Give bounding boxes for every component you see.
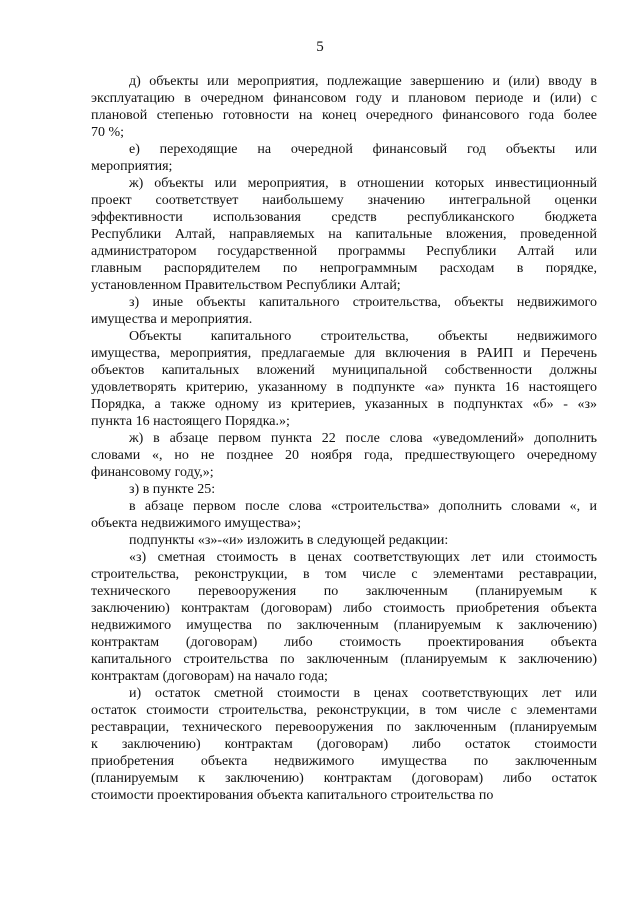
text-line: имущества и мероприятия. [91,312,253,327]
paragraph [91,685,597,804]
text-line: пункта 16 настоящего Порядка.»; [91,414,290,429]
text-line: «з) сметная стоимость в ценах соответствующих лет или стоимость [129,550,597,565]
text-line: з) в пункте 25: [129,482,216,497]
paragraph [91,73,597,141]
text-line: плановой степенью готовности на конец очередного финансового года более [91,108,597,123]
document-body [91,73,597,804]
text-line: остаток стоимости строительства, реконструкции, в том числе с элементами [91,703,597,718]
paragraph [91,481,597,498]
text-line: администратором государственной программы Республики Алтай или [91,244,597,259]
text-line: объекта недвижимого имущества»; [91,516,302,531]
text-line: имущества, мероприятия, предлагаемые для включения в РАИП и Перечень [91,346,597,361]
text-line: установленном Правительством Республики Алтай; [91,278,401,293]
text-line: к заключению) контрактам (договорам) либо остаток стоимости [91,737,597,752]
text-line: Порядка, а также одному из критериев, указанных в подпунктах «б» - «з» [91,397,597,412]
text-line: эффективности использования средств республиканского бюджета [91,210,597,225]
text-line: подпункты «з»-«и» изложить в следующей редакции: [129,533,449,548]
paragraph [91,549,597,685]
text-line: технического перевооружения по заключенным (планируемым к [91,584,597,599]
text-line: контрактам (договорам) либо стоимость проектирования объекта [91,635,597,650]
text-line: недвижимого имущества по заключенным (планируемым к заключению) [91,618,597,633]
paragraph [91,430,597,481]
paragraph [91,532,597,549]
text-line: заключению) контрактам (договорам) либо стоимость приобретения объекта [91,601,597,616]
text-line: Республики Алтай, направляемых на капитальные вложения, проведенной [91,227,597,242]
text-line: з) иные объекты капитального строительства, объекты недвижимого [129,295,597,310]
text-line: стоимости проектирования объекта капитального строительства по [91,788,494,803]
paragraph [91,175,597,294]
text-line: ж) в абзаце первом пункта 22 после слова «уведомлений» дополнить [129,431,597,446]
text-line: в абзаце первом после слова «строительства» дополнить словами «, и [129,499,597,514]
text-line: приобретения объекта недвижимого имущества по заключенным [91,754,597,769]
text-line: и) остаток сметной стоимости в ценах соответствующих лет или [129,686,597,701]
text-line: ж) объекты или мероприятия, в отношении которых инвестиционный [129,176,597,191]
text-line: строительства, реконструкции, в том числе с элементами реставрации, [91,567,597,582]
text-line: объектов капитальных вложений муниципальной собственности должны [91,363,597,378]
text-line: д) объекты или мероприятия, подлежащие завершению и (или) вводу в [129,74,597,89]
paragraph [91,141,597,175]
text-line: удовлетворять критерию, указанному в подпункте «а» пункта 16 настоящего [91,380,597,395]
paragraph [91,294,597,328]
text-line: е) переходящие на очередной финансовый год объекты или [129,142,597,157]
text-line: главным распорядителем по непрограммным расходам в порядке, [91,261,597,276]
page-number: 5 [316,39,324,55]
paragraph [91,498,597,532]
text-line: реставрации, технического перевооружения по заключенным (планируемым [91,720,597,735]
paragraph [91,328,597,430]
text-line: Объекты капитального строительства, объекты недвижимого [129,329,597,344]
text-line: контрактам (договорам) на начало года; [91,669,328,684]
text-line: 70 %; [91,125,125,140]
text-line: эксплуатацию в очередном финансовом году и плановом периоде и (или) с [91,91,597,106]
text-line: мероприятия; [91,159,173,174]
text-line: капитального строительства по заключенным (планируемым к заключению) [91,652,597,667]
text-line: словами «, но не позднее 20 ноября года, предшествующего очередному [91,448,597,463]
text-line: финансовому году,»; [91,465,214,480]
text-line: (планируемым к заключению) контрактам (договорам) либо остаток [91,771,597,786]
text-line: проект соответствует наибольшему значению интегральной оценки [91,193,597,208]
